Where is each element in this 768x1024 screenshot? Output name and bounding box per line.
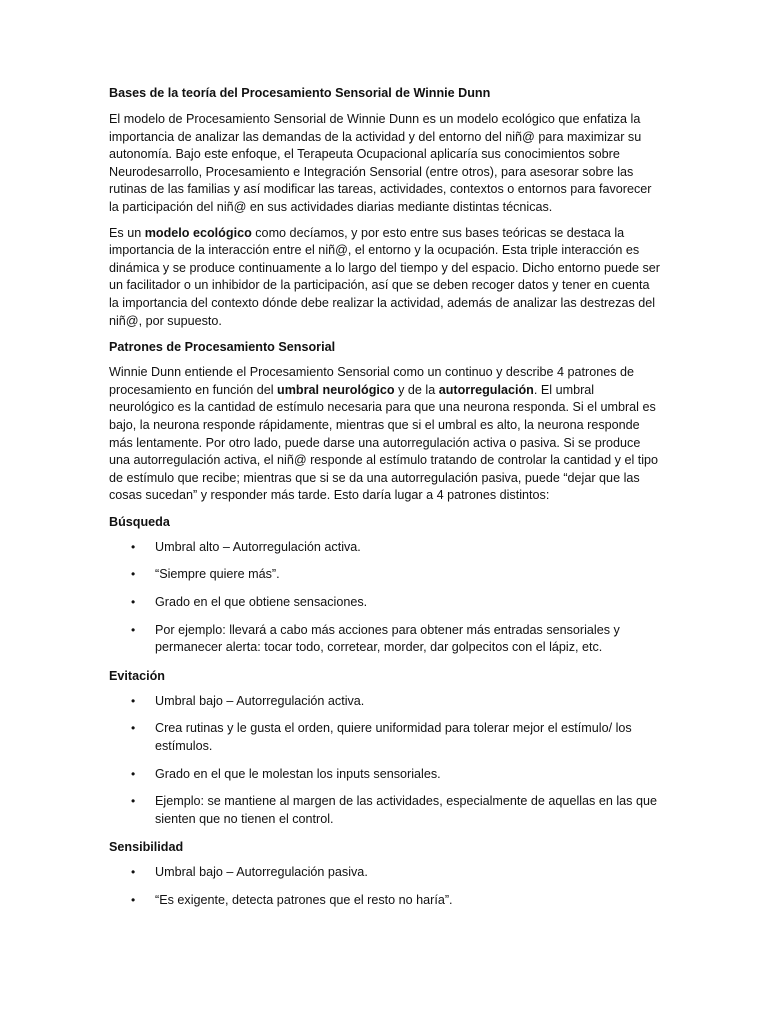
bullet-icon: •	[131, 693, 136, 708]
bold-term-umbral: umbral neurológico	[277, 382, 395, 397]
bullet-icon: •	[131, 539, 136, 554]
bold-term-modelo-ecologico: modelo ecológico	[144, 225, 252, 240]
list-item-text: Grado en el que le molestan los inputs sensoriales.	[155, 766, 441, 781]
list-item	[109, 622, 661, 657]
text-run: como decíamos, y por esto entre sus bases teóricas se destaca la importancia de la interacción entre el niñ@, el entorno y la ocupación. Esta triple interacción es dinámica y se produce continuamente a lo largo del tiempo y del espacio. Dicho entorno puede ser un facilitador o un inhibidor de la participación, así que se deben recoger datos y tener en cuenta la importancia del contexto dónde debe realizar la actividad, además de analizar las destrezas del niñ@, por supuesto.	[109, 225, 660, 328]
list-item	[109, 720, 661, 755]
paragraph-intro: El modelo de Procesamiento Sensorial de Winnie Dunn es un modelo ecológico que enfatiza la importancia de analizar las demandas de la actividad y del entorno del niñ@ para maximizar su autonomía. Bajo este enfoque, el Terapeuta Ocupacional aplicaría sus conocimientos sobre Neurodesarrollo, Procesamiento e Integración Sensorial (entre otros), para asesorar sobre las rutinas de las familias y así modificar las tareas, actividades, contextos o entornos para favorecer la participación del niñ@ en sus actividades diarias mediante distintas técnicas.	[109, 112, 652, 214]
paragraph-ecologico	[109, 225, 661, 331]
bold-term-autorregulacion: autorregulación	[438, 382, 534, 397]
list-item	[109, 892, 661, 910]
bullet-icon: •	[131, 865, 136, 880]
heading-evitacion: Evitación	[109, 668, 165, 683]
text-run: y de la	[394, 382, 439, 397]
bullet-icon: •	[131, 622, 136, 637]
bullet-icon: •	[131, 721, 136, 736]
list-item	[109, 864, 661, 882]
list-item-text: Grado en el que obtiene sensaciones.	[155, 595, 368, 610]
list-item-text: Crea rutinas y le gusta el orden, quiere uniformidad para tolerar mejor el estímulo/ los estímulos.	[155, 721, 632, 754]
bullet-icon: •	[131, 893, 136, 907]
list-item-text: Umbral bajo – Autorregulación pasiva.	[155, 865, 368, 880]
list-item	[109, 793, 661, 828]
list-item	[109, 693, 661, 711]
heading-busqueda: Búsqueda	[109, 514, 170, 529]
list-item	[109, 539, 661, 557]
list-item-text: “Es exigente, detecta patrones que el resto no haría”.	[155, 893, 453, 907]
list-item	[109, 766, 661, 784]
heading-patrones: Patrones de Procesamiento Sensorial	[109, 340, 336, 355]
bullet-icon: •	[131, 766, 136, 781]
text-run: . El umbral neurológico es la cantidad de estímulo necesaria para que una neurona responda. Si el umbral es bajo, la neurona responde rápidamente, mientras que si el umbral es alto, la neurona responde más lentamente. Por otro lado, puede darse una autorregulación activa o pasiva. Si se produce una autorregulación activa, el niñ@ responde al estímulo tratando de controlar la cantidad y el tipo de estímulo que recibe; mientras que si se da una autorregulación pasiva, puede “dejar que las cosas sucedan” y responder más tarde. Esto daría lugar a 4 patrones distintos:	[109, 382, 659, 503]
bullet-icon: •	[131, 794, 136, 809]
list-item	[109, 566, 661, 584]
list-item-text: Umbral bajo – Autorregulación activa.	[155, 693, 365, 708]
text-run: Es un	[109, 225, 145, 240]
list-busqueda	[109, 539, 661, 657]
document-page	[109, 84, 661, 920]
paragraph-patrones	[109, 364, 661, 505]
list-evitacion	[109, 693, 661, 829]
heading-sensibilidad: Sensibilidad	[109, 840, 184, 855]
text-run: Winnie Dunn entiende el Procesamiento Sensorial como un continuo y describe 4 patrones de procesamiento en función del	[109, 365, 635, 397]
list-item-text: Ejemplo: se mantiene al margen de las actividades, especialmente de aquellas en las que sienten que no tienen el control.	[155, 794, 657, 826]
list-item-text: “Siempre quiere más”.	[155, 567, 280, 582]
list-item	[109, 594, 661, 612]
bullet-icon: •	[131, 595, 136, 610]
list-sensibilidad	[109, 864, 661, 909]
document-title: Bases de la teoría del Procesamiento Sensorial de Winnie Dunn	[109, 86, 491, 100]
list-item-text: Umbral alto – Autorregulación activa.	[155, 539, 361, 554]
list-item-text: Por ejemplo: llevará a cabo más acciones para obtener más entradas sensoriales y permanecer alerta: tocar todo, corretear, morder, dar golpecitos con el lápiz, etc.	[155, 622, 620, 655]
bullet-icon: •	[131, 567, 136, 582]
